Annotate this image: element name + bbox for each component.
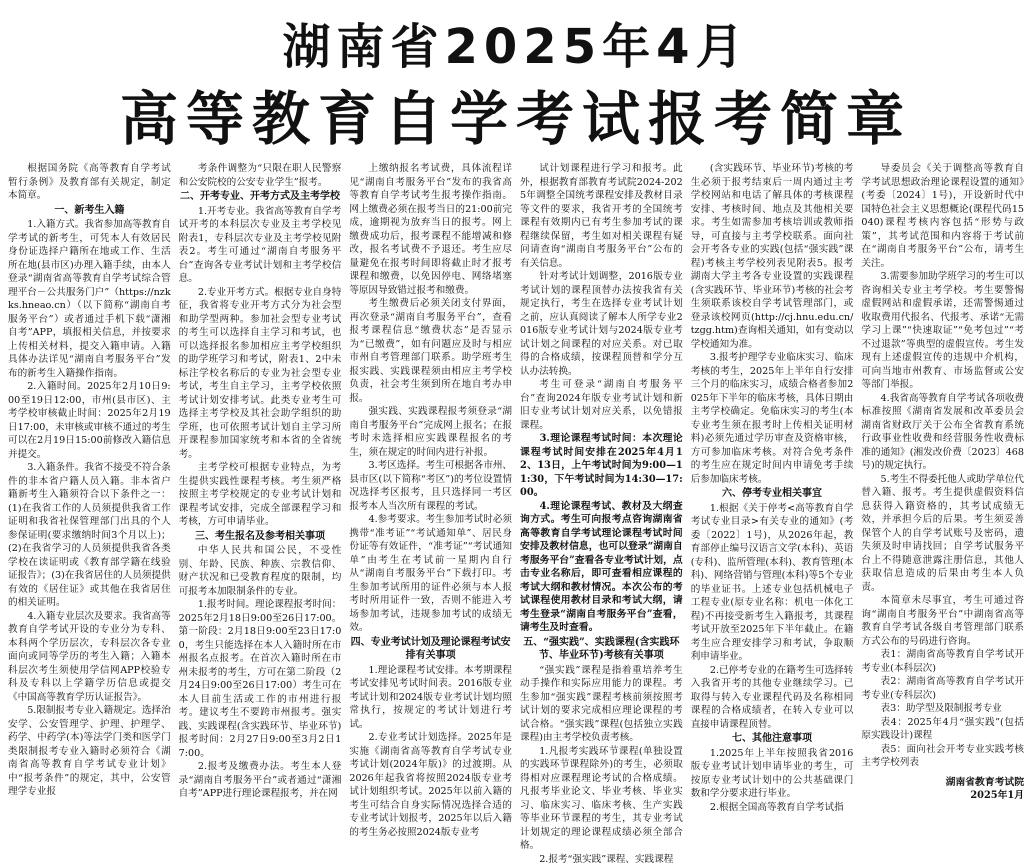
section-heading: 二、开考专业、开考方式及主考学校 (179, 190, 342, 204)
paragraph: 考生缴费后必须关闭支付界面，再次登录“湖南自考服务平台”，查看报考课程信息“缴费状态”是否显示为“已缴费”，如有问题应及时与相应市州自考管理部门联系。助学班考生报实践、实践课程须由相应主考学校负责，社会考生须到所在地自考办申报。 (349, 297, 512, 405)
paragraph: 4.入籍专业层次及要求。我省高等教育自学考试开设的专业分为专科、本科两个学历层次，专科层次各专业面向或同等学历的考生入籍；入籍本科层次考生须使用学信网APP校验专科及专科以上学籍学历信息或提交《中国高等教育学历认证报告》。 (8, 610, 171, 705)
paragraph: 主考学校可根据专业特点，为考生提供实践性课程考核。考生须严格按照主考学校规定的专业考试计划和课程考试安排，完成全部课程学习和考核，方可申请毕业。 (179, 461, 342, 529)
paragraph: 2.已停考专业的在籍考生可选择转入我省开考的其他专业继续学习。已取得与转入专业课程代码及名称相同课程的合格成绩者，在转入专业可以直接申请课程顶替。 (691, 664, 854, 732)
attachment-item: 表3：助学型及限制报考专业 (861, 702, 1024, 716)
paragraph: 2.报考“强实践”课程、实践课程 (520, 853, 683, 866)
section-heading: 六、停考专业相关事宜 (691, 487, 854, 501)
paragraph: 针对考试计划调整，2016版专业考试计划的课程顶替办法按我省有关规定执行，考生在选择专业考试计划之前，应认真阅读了解本人所学专业2016版专业考试计划与2024版专业考试计划之间课程的对应关系。对已取得的合格成绩，按课程顶替和学分互认办法转换。 (520, 270, 683, 378)
subsection-heading: 3.理论课程考试时间：本次理论课程考试时间安排在2025年4月12、13日，上午考试时间为9:00—11:30，下午考试时间为14:30—17:00。 (520, 432, 683, 500)
section-heading: 五、“强实践”、实践课程(含实践环节、毕业环节)考核有关事项 (520, 636, 683, 663)
column-4 (520, 162, 683, 736)
section-heading: 七、其他注意事项 (691, 732, 854, 746)
article-body (8, 162, 1024, 736)
paragraph: 试计划课程进行学习和报考。此外，根据教育部教育考试院2024-2025年调整全国统考课程安排及教材目录等文件的要求，我省开考的全国统考课程有效期内已有考生参加考试的课程继续保留，考生如对相关课程有疑问请查询“湖南自考服务平台”公布的有关信息。 (520, 162, 683, 270)
paragraph: 2.入籍时间。2025年2月10日9:00至19日12:00，市州(县市区)、主考学校审核截止时间：2025年2月19日17:00，未审核或审核不通过的考生可以在2月19日15:00前修改入籍信息并提交。 (8, 380, 171, 461)
attachment-item: 表5：面向社会开考专业实践考核主考学校列表 (861, 743, 1024, 770)
attachment-item: 表2：湖南省高等教育自学考试开考专业(专科层次) (861, 675, 1024, 702)
paragraph: 强实践、实践课程报考须登录“湖南自考服务平台”完成网上报名；在报考时未选择相应实践课程报名的考生，须在规定的时间内进行补报。 (349, 405, 512, 459)
paragraph: 中华人民共和国公民，不受性别、年龄、民族、种族、宗教信仰、财产状况和已受教育程度的限制，均可报考本加限制条件的专业。 (179, 544, 342, 598)
paragraph: 1.凡报考实践环节课程(单独设置的实践环节课程除外)的考生，必须取得相对应课程理论考试的合格成绩。凡报考毕业论文、毕业考核、毕业实习、临床实习、临床考核、生产实践等毕业环节课程的考生，其专业考试计划规定的理论课程成绩必须全部合格。 (520, 745, 683, 853)
paragraph: 1.入籍方式。我省参加高等教育自学考试的新考生，可凭本人有效居民身份证选择户籍所在地或工作、生活所在地(县市区)办理入籍手续，由本人登录“湖南省高等教育自学考试综合管理平台－公共服务门户”（https://nzkks.hneao.cn）（以下简称“湖南自考服务平台”）或者通过手机下载“潇湘自考”APP，填报相关信息，并按要求上传相关材料，提交入籍申请。入籍具体办法详见“湖南自考服务平台”发布的新考生入籍操作指南。 (8, 218, 171, 380)
issue-date: 2025年1月 (861, 789, 1024, 803)
section-heading: 一、新考生入籍 (8, 204, 171, 218)
column-1 (8, 162, 171, 736)
paragraph: 1.开考专业。我省高等教育自学考试开考的本科层次专业及主考学校见附表1，专科层次专业及主考学校见附表2。考生可通过“湖南自考服务平台”查询各专业考试计划和主考学校信息。 (179, 205, 342, 286)
paragraph: 本简章未尽事宜，考生可通过咨询“湖南自考服务平台”中湖南省高等教育自学考试各级自考管理部门联系方式公布的号码进行咨询。 (861, 594, 1024, 648)
signature-block (861, 776, 1024, 803)
paragraph: 5.考生不得委托他人或助学单位代替入籍、报考。考生提供虚假资料信息获得入籍资格的，其考试成绩无效，并承担今后的后果。考生须妥善保管个人的自学考试账号及密码，遗失须及时申请找回；自学考试服务平台上不得随意泄露注册信息，其他人获取信息造成的后果由考生本人负责。 (861, 473, 1024, 595)
column-6 (861, 162, 1024, 736)
paragraph: 3.需要参加助学班学习的考生可以咨询相关专业主考学校。考生要警惕虚假网站和虚假承诺，还需警惕通过收取费用代报名、代报考、承诺“无需学习上课”“快速取证”“免考包过”“考不过退款”等典型的虚假宣传。考生发现有上述虚假宣传的违规中介机构，可向当地市州教育、市场监督或公安等部门举报。 (861, 270, 1024, 392)
paragraph: 4.参考要求。考生参加考试时必须携带“准考证”“考试通知单”、居民身份证等有效证件，“准考证”“考试通知单”由考生在考试前一星期内自行从“湖南自考服务平台”下载打印。考生参加考试所用的证件必须与本人报考时所用证件一致，否则不能进入考场参加考试，违规参加考试的成绩无效。 (349, 513, 512, 635)
paragraph: 上缴纳报名考试费，具体流程详见“湖南自考服务平台”发布的我省高等教育自学考试考生报考操作指南。网上缴费必须在报考当日的21:00前完成，逾期视为放弃当日的报考。网上缴费成功后，报考课程不能增减和修改，报名考试费不予退还。考生应尽量避免在报考时间即将截止时才报考课程和缴费，以免因停电、网络堵塞等原因导致错过报考和缴费。 (349, 162, 512, 297)
section-heading: 三、考生报名及参考相关事项 (179, 530, 342, 544)
headline-line2: 高等教育自学考试报考简章 (0, 84, 1032, 154)
issuing-organization: 湖南省教育考试院 (861, 776, 1024, 790)
paragraph: 1.理论课程考试安排。本考期课程考试安排见考试时间表。2016版专业考试计划和2024版专业考试计划均照常执行，按规定的考试计划进行考试。 (349, 664, 512, 732)
paragraph: 2.根据全国高等教育自学考试指 (691, 801, 854, 815)
column-2 (179, 162, 342, 736)
paragraph: 3.入籍条件。我省不接受不符合条件的非本省户籍人员入籍。非本省户籍新考生入籍须符合以下条件之一：(1)在我省工作的人员须提供我省工作证明和我省社保管理部门出具的个人参保证明(要求缴纳时间3个月以上)；(2)在我省学习的人员须提供我省各类学校在读证明或《教育部学籍在线验证报告》；(3)在我省居住的人员须提供有效的《居住证》或其他在我省居住的相关证明。 (8, 461, 171, 610)
paragraph: 2.专业开考方式。根据专业自身特征，我省将专业开考方式分为社会型和助学型两种。参加社会型专业考试的考生可以选择自主学习和考试，也可以选择报名参加相应主考学校组织的助学班学习和考试，附表1、2中未标注学校名称后的专业为社会型专业考试，考生自主学习，主考学校依照考试计划安排考试。此类专业考生可选择主考学校及其社会助学组织的助学班，也可依照考试计划自主学习所开课程参加国家统考和本省的全省统考。 (179, 286, 342, 462)
paragraph: (含实践环节、毕业环节)考核的考生必须于报考结束后一周内通过主考学校网站和电话了解具体的考核课程安排、考核时间、地点及其他相关要求。考生如需参加考核培训或教师指导，可直接与主考学校联系。面向社会开考各专业的实践(包括“强实践”课程)考核主考学校列表见附表5。报考湖南大学主考各专业设置的实践课程(含实践环节、毕业环节)考核的社会考生须联系该校自学考试管理部门，或登录该校网页(http://cj.hnu.edu.cn/tzgg.htm)查询相关通知，如有变动以学校通知为准。 (691, 162, 854, 351)
paragraph: 3.考区选择。考生可根据各市州、县市区(以下简称“考区”)的考位设置情况选择考区报考，且只选择同一考区报考本人当次所有课程的考试。 (349, 459, 512, 513)
attachment-item: 表1：湖南省高等教育自学考试开考专业(本科层次) (861, 648, 1024, 675)
paragraph: 考条件调整为“只限在职人民警察和公安院校的公安专业学生”报考。 (179, 162, 342, 189)
paragraph: 1.根据《关于停考<高等教育自学考试专业目录>有关专业的通知》(考委〔2022〕1号)，从2026年起，教育部停止编号汉语言文学(本科)、英语(专科)、监所管理(本科)、教育管理(本科)、网络营销与管理(本科)等5个专业的毕业证书。上述专业包括机械电子工程专业(原专业名称：机电一体化工程)不再接受新考生入籍报考，其课程考试开放至2025年下半年截止。在籍考生应合理安排学习和考试，争取顺利申请毕业。 (691, 502, 854, 664)
column-3 (349, 162, 512, 736)
section-heading: 四、专业考试计划及理论课程考试安排有关事项 (349, 636, 512, 663)
attachment-item: 表4：2025年4月“强实践”(包括原实践设计)课程 (861, 716, 1024, 743)
paragraph: 导委员会《关于调整高等教育自学考试思想政治理论课程设置的通知》(考委〔2024〕1号)，开设新时代中国特色社会主义思想概论(课程代码15040)课程考核内容包括“形势与政策”，其考试范围和内容将于考试前在“湖南自考服务平台”公布，请考生关注。 (861, 162, 1024, 270)
intro-paragraph: 根据国务院《高等教育自学考试暂行条例》及教育部有关规定，制定本简章。 (8, 162, 171, 203)
paragraph: 考生可登录“湖南自考服务平台”查询2024年版专业考试计划和新旧专业考试计划对应关系，以免错报课程。 (520, 378, 683, 432)
paragraph: 5.限制报考专业入籍规定。选择治安学、公安管理学、护理、护理学、药学、中药学(本)等法学门类和医学门类限制报考专业入籍时必须符合《湖南省高等教育自学考试专业计划》中“报考条件”的规定，其中，公安管理学专业报 (8, 704, 171, 799)
headline-line1: 湖南省2025年4月 (0, 18, 1032, 76)
subsection-heading: 4.理论课程考试、教材及大纲查询方式。考生可向报考点咨询湖南省高等教育自学考试理论课程考试时间安排及教材信息，也可以登录“湖南自考服务平台”查看各专业考试计划，点击专业名称后，即可查看相应课程的考试大纲和教材情况。本次公布的考试课程使用教材目录和考试大纲，请考生登录“湖南自考服务平台”查看，请考生及时查看。 (520, 500, 683, 635)
paragraph: 4.我省高等教育自学考试各项收费标准按照《湖南省发展和改革委员会湖南省财政厅关于公布全省教育系统行政事业性收费和经营服务性收费标准的通知》(湘发改价费〔2023〕468号)的规定执行。 (861, 392, 1024, 473)
paragraph: 2.报考及缴费办法。考生本人登录“湖南自考服务平台”或者通过“潇湘自考”APP进行理论课程报考，并在网 (179, 760, 342, 801)
paragraph: 1.2025年上半年按照我省2016版专业考试计划申请毕业的考生，可按原专业考试计划中的公共基础课门数和学分要求进行毕业。 (691, 747, 854, 801)
paragraph: “强实践”课程是指着重培养考生动手操作和实际应用能力的课程。考生参加“强实践”课程考核前须按照考试计划的要求完成相应理论课程的考试合格。“强实践”课程(包括独立实践课程)由主考学校负责考核。 (520, 664, 683, 745)
paragraph: 3.报考护理学专业临床实习、临床考核的考生，2025年上半年自行安排三个月的临床实习，成绩合格者参加2025年下半年的临床考核，具体日期由主考学校确定。免临床实习的考生(本专业考生须在报考时上传相关证明材料)必须先通过学历审查及资格审核，方可参加临床考核。对符合免考条件的考生应在规定时间内申请免考手续后参加临床考核。 (691, 351, 854, 486)
column-5 (691, 162, 854, 736)
paragraph: 1.报考时间。理论课程报考时间：2025年2月18日9:00至26日17:00。第一阶段：2月18日9:00至23日17:00，考生只能选择在本人入籍时所在市州报名点报考。在首次入籍时所在市州未报考的考生，方可在第二阶段（2月24日9:00至26日17:00）考生可在本人目前生活或工作的市州进行报考。建议考生不要跨市州报考。强实践、实践课程(含实践环节、毕业环节)报考时间：2月27日9:00至3月2日17:00。 (179, 598, 342, 760)
paragraph: 2.专业考试计划选择。2025年是实施《湖南省高等教育自学考试专业考试计划(2024年版)》的过渡期。从2026年起我省将按照2024版专业考试计划组织考试。2025年以前入籍的考生可结合自身实际情况选择合适的专业考试计划报考，2025年以后入籍的考生务必按照2024版专业考 (349, 731, 512, 839)
